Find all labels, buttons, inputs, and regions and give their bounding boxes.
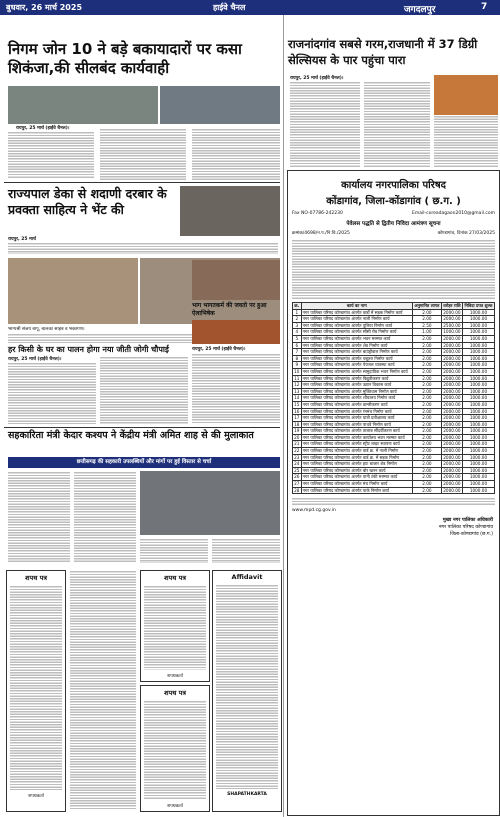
- table-cell: 2000.00: [443, 401, 461, 407]
- table-row: [293, 428, 495, 435]
- table-cell: 2.00: [412, 448, 441, 455]
- story6-continued: [70, 570, 136, 810]
- table-cell: 2: [293, 316, 302, 323]
- story4-text-col1: [8, 362, 96, 424]
- table-cell: 13: [294, 388, 300, 394]
- notice-box-1: [6, 570, 66, 812]
- table-cell: 2.00: [412, 487, 441, 494]
- table-cell: नगर पालिका परिषद कोण्डागांव अंतर्गत उद्यान विकास कार्य: [301, 382, 412, 389]
- table-cell: 2.00: [412, 441, 441, 448]
- tender-sign-2: नगर पालिका परिषद कोण्डागांव: [438, 525, 493, 531]
- table-cell: नगर पालिका परिषद कोण्डागांव अंतर्गत मंच निर्माण कार्य: [301, 481, 412, 488]
- tender-col-header: निविदा प्रपत्र शुल्क: [464, 303, 493, 308]
- page-number: 7: [481, 2, 488, 12]
- table-cell: 1000.00: [462, 481, 494, 488]
- table-cell: 20: [294, 434, 300, 440]
- table-cell: 2000.00: [443, 355, 461, 361]
- table-row: [293, 421, 495, 428]
- table-cell: नगर पालिका परिषद कोण्डागांव अंतर्गत पुलिया निर्माण कार्य: [301, 322, 412, 329]
- table-cell: 2.00: [412, 382, 441, 389]
- table-cell: 1000.00: [462, 401, 494, 408]
- table-row: [293, 415, 495, 422]
- tender-body-text: [292, 239, 495, 299]
- table-cell: 28: [294, 487, 300, 493]
- table-cell: 2000.00: [443, 421, 461, 427]
- table-cell: 2000.00: [443, 467, 461, 473]
- table-cell: नगर पालिका परिषद कोण्डागांव अंतर्गत भवन मरम्मत कार्य: [301, 335, 412, 342]
- tender-date: कोण्डागांव, दिनांक 27/03/2025: [437, 231, 495, 236]
- table-row: [293, 375, 495, 382]
- story6-text-col4: [212, 538, 280, 563]
- tender-col-header: अनुमानित लागत: [414, 303, 440, 308]
- table-cell: नगर पालिका परिषद कोण्डागांव अंतर्गत वार्ड क्र. में सड़क निर्माण: [301, 454, 412, 461]
- story5-text: [192, 353, 280, 424]
- table-cell: 2.00: [412, 461, 441, 468]
- table-row: [293, 342, 495, 349]
- table-cell: 1000.00: [462, 408, 494, 415]
- table-cell: 2000.00: [443, 408, 461, 414]
- table-cell: नगर पालिका परिषद कोण्डागांव अंतर्गत यात्री प्रतीक्षालय कार्य: [301, 415, 412, 422]
- story1-text-col3: [192, 128, 280, 180]
- table-cell: 2000.00: [443, 335, 461, 341]
- table-cell: नगर पालिका परिषद कोण्डागांव अंतर्गत पाथवे निर्माण कार्य: [301, 421, 412, 428]
- story1-text-col2: [100, 128, 186, 180]
- table-cell: 2000.00: [443, 481, 461, 487]
- table-cell: 8: [293, 355, 302, 362]
- table-cell: नगर पालिका परिषद कोण्डागांव अंतर्गत रंगमंच निर्माण कार्य: [301, 408, 412, 415]
- table-cell: 2.00: [412, 335, 441, 342]
- table-cell: 1000.00: [462, 335, 494, 342]
- story6-headline: सहकारिता मंत्री केदार कश्यप ने केंद्रीय मंत्री अमित शाह से की मुलाकात: [8, 430, 254, 441]
- table-cell: 2.00: [412, 474, 441, 481]
- table-cell: 2000.00: [443, 362, 461, 368]
- table-cell: 2000.00: [443, 441, 461, 447]
- issue-date: बुधवार, 26 मार्च 2025: [6, 3, 83, 12]
- table-row: [293, 461, 495, 468]
- story6-text-col2: [74, 471, 136, 563]
- table-cell: 2000.00: [443, 309, 461, 315]
- divider: [4, 182, 280, 183]
- table-cell: 1000.00: [462, 454, 494, 461]
- table-cell: 15: [294, 401, 300, 407]
- table-cell: नगर पालिका परिषद कोण्डागांव अंतर्गत वार्ड क्र. में नाली निर्माण: [301, 448, 412, 455]
- table-cell: 1000.00: [462, 329, 494, 336]
- table-cell: 1000.00: [462, 362, 494, 369]
- table-cell: 1.00: [412, 329, 441, 336]
- tender-notice: [287, 170, 500, 816]
- table-cell: नगर पालिका परिषद कोण्डागांव अंतर्गत पेयजल व्यवस्था कार्य: [301, 362, 412, 369]
- table-cell: नगर पालिका परिषद कोण्डागांव अंतर्गत पानी टंकी मरम्मत कार्य: [301, 474, 412, 481]
- table-cell: 1000.00: [462, 349, 494, 356]
- table-cell: 2.00: [412, 415, 441, 422]
- table-cell: 2.00: [412, 316, 441, 323]
- table-cell: नगर पालिका परिषद कोण्डागांव अंतर्गत पार्क निर्माण कार्य: [301, 487, 412, 494]
- table-cell: नगर पालिका परिषद कोण्डागांव अंतर्गत बोर खनन कार्य: [301, 467, 412, 474]
- table-cell: 1000.00: [462, 467, 494, 474]
- table-cell: 1000.00: [462, 355, 494, 362]
- story1-photo: [8, 86, 158, 124]
- notice-box-4: [212, 570, 282, 812]
- notice-title: शपथ पत्र: [164, 689, 186, 697]
- tender-email: Email-coreadagaon2010@gmail.com: [412, 211, 495, 216]
- table-cell: 26: [294, 474, 300, 480]
- table-cell: 2.00: [412, 375, 441, 382]
- table-cell: 7: [293, 349, 302, 356]
- table-row: [293, 316, 495, 323]
- table-cell: 1000.00: [462, 342, 494, 349]
- table-cell: नगर पालिका परिषद कोण्डागांव अंतर्गत शेड निर्माण कार्य: [301, 342, 412, 349]
- table-cell: 2000.00: [443, 474, 461, 480]
- story4-caption: भाग्यश्री संजय बापू, बालका साहब व भक्तगण।: [8, 327, 85, 332]
- table-cell: 1: [293, 309, 302, 316]
- table-cell: 2000.00: [443, 342, 461, 348]
- table-cell: 2500.00: [443, 322, 461, 328]
- table-cell: नगर पालिका परिषद कोण्डागांव अंतर्गत कार्यालय भवन मरम्मत कार्य: [301, 434, 412, 441]
- story4-dateline: रायपुर, 25 मार्च (हाईवे चैनल)।: [8, 357, 62, 362]
- table-cell: 10: [294, 368, 300, 374]
- table-cell: 2.00: [412, 368, 441, 375]
- table-cell: 22: [294, 448, 300, 454]
- story2-photo: [434, 75, 498, 115]
- table-row: [293, 441, 495, 448]
- table-cell: 2.00: [412, 401, 441, 408]
- table-row: [293, 467, 495, 474]
- table-row: [293, 329, 495, 336]
- table-cell: 2000.00: [443, 461, 461, 467]
- story4-headline: हर किसी के घर का पालन होगा नया जीती जोगी चौपाई: [8, 345, 169, 354]
- tender-office: कार्यालय नगरपालिका परिषद: [341, 180, 446, 191]
- table-cell: 16: [294, 408, 300, 414]
- table-cell: 2000.00: [443, 375, 461, 381]
- table-cell: 2000.00: [443, 316, 461, 322]
- table-cell: 2.00: [412, 434, 441, 441]
- tender-sign-3: जिला-कोण्डागांव (छ.ग.): [449, 532, 493, 538]
- story6-text-col1: [8, 471, 70, 563]
- table-cell: नगर पालिका परिषद कोण्डागांव अंतर्गत शौचालय निर्माण कार्य: [301, 395, 412, 402]
- table-row: [293, 362, 495, 369]
- city-name: जगदलपुर: [404, 5, 436, 15]
- table-cell: 1000.00: [462, 322, 494, 329]
- table-cell: 2.00: [412, 481, 441, 488]
- table-cell: 1000.00: [462, 309, 494, 316]
- notice-title: शपथ पत्र: [164, 574, 186, 582]
- table-cell: 2000.00: [443, 434, 461, 440]
- table-cell: 2.00: [412, 428, 441, 435]
- tender-place: कोंडागांव, जिला-कोंडागांव ( छ.ग. ): [326, 196, 461, 207]
- table-cell: नगर पालिका परिषद कोण्डागांव अंतर्गत चबूतरा निर्माण कार्य: [301, 355, 412, 362]
- table-cell: 1000.00: [462, 388, 494, 395]
- table-row: [293, 382, 495, 389]
- table-cell: 1000.00: [462, 395, 494, 402]
- notice-box-3: [140, 685, 210, 812]
- table-cell: नगर पालिका परिषद कोण्डागांव अंतर्गत स्ट्रीट लाइट स्थापना कार्य: [301, 441, 412, 448]
- notice-text: [144, 700, 206, 800]
- table-cell: नगर पालिका परिषद कोण्डागांव अंतर्गत सामुदायिक भवन निर्माण कार्य: [301, 368, 412, 375]
- table-cell: नगर पालिका परिषद कोण्डागांव अंतर्गत नाली निर्माण कार्य: [301, 316, 412, 323]
- table-cell: 24: [294, 461, 300, 467]
- story1-photo-2: [160, 86, 280, 124]
- table-cell: 2.00: [412, 349, 441, 356]
- story4-text-col2: [100, 356, 188, 424]
- tender-number: क्रमांक/4698/न.प./नि.वि./2025: [292, 231, 350, 236]
- divider-2: [4, 427, 280, 428]
- tender-col-header: क्र.: [294, 303, 300, 308]
- tender-table-header: [293, 303, 495, 310]
- table-cell: 2000.00: [443, 349, 461, 355]
- table-cell: 2.00: [412, 408, 441, 415]
- table-cell: 21: [294, 441, 300, 447]
- tender-footer-text: [292, 497, 495, 505]
- table-row: [293, 309, 495, 316]
- notice-box-2: [140, 570, 210, 682]
- table-row: [293, 434, 495, 441]
- table-row: [293, 395, 495, 402]
- table-cell: 3: [293, 322, 302, 329]
- table-cell: 2000.00: [443, 382, 461, 388]
- table-row: [293, 408, 495, 415]
- table-cell: नगर पालिका परिषद कोण्डागांव अंतर्गत डामरीकरण कार्य: [301, 401, 412, 408]
- story6-subhead: छत्तीसगढ़ की सहकारी उपलब्धियों और मांगों पर हुई विस्तार से चर्चा: [8, 457, 280, 468]
- table-cell: 2.00: [412, 395, 441, 402]
- notice-footer: शपथकर्ता: [167, 804, 183, 809]
- tender-fax: Fax NO-07786-242230: [292, 211, 343, 216]
- table-cell: 6: [293, 342, 302, 349]
- table-cell: 12: [294, 382, 300, 388]
- table-cell: 14: [294, 395, 300, 401]
- table-cell: 2.50: [412, 322, 441, 329]
- table-cell: 23: [294, 454, 300, 460]
- table-row: [293, 335, 495, 342]
- table-cell: 18: [294, 421, 300, 427]
- tender-col-header: कार्य का नाम: [301, 303, 412, 310]
- table-cell: नगर पालिका परिषद कोण्डागांव अंतर्गत बाउंड्रीवाल निर्माण कार्य: [301, 349, 412, 356]
- story6-text-col3: [140, 538, 208, 563]
- story1-text-col1: [8, 131, 94, 179]
- table-cell: 4: [293, 329, 302, 336]
- notice-title: Affidavit: [231, 573, 263, 581]
- story2-text-col2: [364, 81, 430, 167]
- table-cell: 1000.00: [462, 382, 494, 389]
- story2-text-col1: [290, 81, 360, 167]
- paper-name: हाईवे चैनल: [213, 3, 246, 12]
- tender-table-body: [293, 309, 495, 494]
- notice-title: शपथ पत्र: [25, 574, 47, 582]
- table-cell: 1000.00: [462, 487, 494, 494]
- table-cell: 2000.00: [443, 448, 461, 454]
- table-row: [293, 349, 495, 356]
- story2-dateline: रायपुर, 25 मार्च (हाईवे चैनल)।: [290, 76, 344, 81]
- story4-photo: [8, 258, 138, 324]
- table-cell: 1000.00: [462, 368, 494, 375]
- tender-table-wrap: [292, 302, 495, 494]
- table-cell: नगर पालिका परिषद कोण्डागांव अंतर्गत विद्युतीकरण कार्य: [301, 375, 412, 382]
- table-cell: 25: [294, 467, 300, 473]
- story1-headline: निगम जोन 10 ने बड़े बकायादारों पर कसा शिकंजा,की सीलबंद कार्यवाही: [8, 40, 242, 77]
- table-cell: 1000.00: [462, 474, 494, 481]
- table-cell: 2.00: [412, 421, 441, 428]
- notice-footer: शपथकर्ता: [28, 794, 44, 799]
- table-cell: 1000.00: [462, 316, 494, 323]
- table-cell: 1000.00: [462, 415, 494, 422]
- table-cell: 2.00: [412, 355, 441, 362]
- tender-table: [292, 302, 495, 494]
- story6-photo: [140, 471, 280, 535]
- notice-footer: SHAPATHKARTA: [227, 792, 267, 797]
- table-cell: 1000.00: [462, 441, 494, 448]
- table-cell: 19: [294, 428, 300, 434]
- table-cell: 1000.00: [462, 421, 494, 428]
- table-cell: 2.00: [412, 309, 441, 316]
- table-cell: 2000.00: [443, 487, 461, 493]
- table-cell: नगर पालिका परिषद कोण्डागांव अंतर्गत हाट बाजार शेड निर्माण: [301, 461, 412, 468]
- story5-headline: भाग भागतकर्म की जवतो पर हुआ ऐलाभिषेक: [192, 302, 267, 317]
- table-row: [293, 355, 495, 362]
- notice-text: [216, 584, 278, 789]
- table-cell: 17: [294, 415, 300, 421]
- table-row: [293, 401, 495, 408]
- table-cell: 1000.00: [462, 428, 494, 435]
- table-row: [293, 322, 495, 329]
- story5-dateline: रायपुर, 25 मार्च (हाईवे चैनल)।: [192, 347, 246, 352]
- table-row: [293, 448, 495, 455]
- table-cell: नगर पालिका परिषद कोण्डागांव अंतर्गत तालाब सौंदर्यीकरण कार्य: [301, 428, 412, 435]
- story3-dateline: रायपुर, 25 मार्च: [8, 237, 36, 242]
- story1-dateline: रायपुर, 25 मार्च (हाईवे चैनल)।: [16, 126, 70, 131]
- table-cell: 2.00: [412, 388, 441, 395]
- story5-photo: [192, 260, 280, 300]
- notice-text: [144, 585, 206, 670]
- table-cell: 1000.00: [462, 434, 494, 441]
- table-cell: 1000.00: [443, 329, 461, 335]
- masthead-bar: [0, 0, 500, 15]
- table-row: [293, 474, 495, 481]
- table-row: [293, 368, 495, 375]
- table-cell: 9: [293, 362, 302, 369]
- table-cell: 2000.00: [443, 428, 461, 434]
- table-row: [293, 388, 495, 395]
- table-row: [293, 487, 495, 494]
- story2-headline: राजनांदगांव सबसे गरम,राजधानी में 37 डिग्री सेल्सियस के पार पहुंचा पारा: [288, 37, 478, 67]
- tender-col-header: धरोहर राशि: [443, 303, 461, 308]
- table-cell: 2.00: [412, 342, 441, 349]
- notice-footer: शपथकर्ता: [167, 674, 183, 679]
- story3-photo: [180, 186, 280, 236]
- tender-subtitle: पेवेलस पद्धति से द्वितीय निविदा आमंत्रण सूचना: [346, 221, 441, 227]
- table-cell: 2000.00: [443, 395, 461, 401]
- tender-website: www.mpd.cg.gov.in: [292, 508, 336, 514]
- table-cell: 1000.00: [462, 461, 494, 468]
- table-cell: 1000.00: [462, 448, 494, 455]
- story3-headline: राज्यपाल डेका से शदाणी दरबार के प्रवक्ता साहित्य ने भेंट की: [8, 186, 167, 217]
- table-cell: 1000.00: [462, 375, 494, 382]
- table-cell: 2000.00: [443, 415, 461, 421]
- table-cell: 5: [293, 335, 302, 342]
- table-cell: नगर पालिका परिषद कोण्डागांव अंतर्गत सीसी रोड निर्माण कार्य: [301, 329, 412, 336]
- table-row: [293, 454, 495, 461]
- table-row: [293, 481, 495, 488]
- table-cell: 2000.00: [443, 388, 461, 394]
- notice-text: [10, 585, 62, 790]
- table-cell: नगर पालिका परिषद कोण्डागांव अंतर्गत वार्डों में सड़क निर्माण कार्य: [301, 309, 412, 316]
- table-cell: नगर पालिका परिषद कोण्डागांव अंतर्गत मुक्तिधाम निर्माण कार्य: [301, 388, 412, 395]
- table-cell: 11: [294, 375, 300, 381]
- story5-photo-2: [192, 320, 280, 344]
- story3-text: [8, 242, 278, 254]
- table-cell: 2.00: [412, 454, 441, 461]
- tender-sign-1: मुख्य नगर पालिका अधिकारी: [442, 518, 493, 524]
- table-cell: 2.00: [412, 467, 441, 474]
- table-cell: 2000.00: [443, 368, 461, 374]
- table-cell: 2.00: [412, 362, 441, 369]
- table-cell: 2000.00: [443, 454, 461, 460]
- table-cell: 27: [294, 481, 300, 487]
